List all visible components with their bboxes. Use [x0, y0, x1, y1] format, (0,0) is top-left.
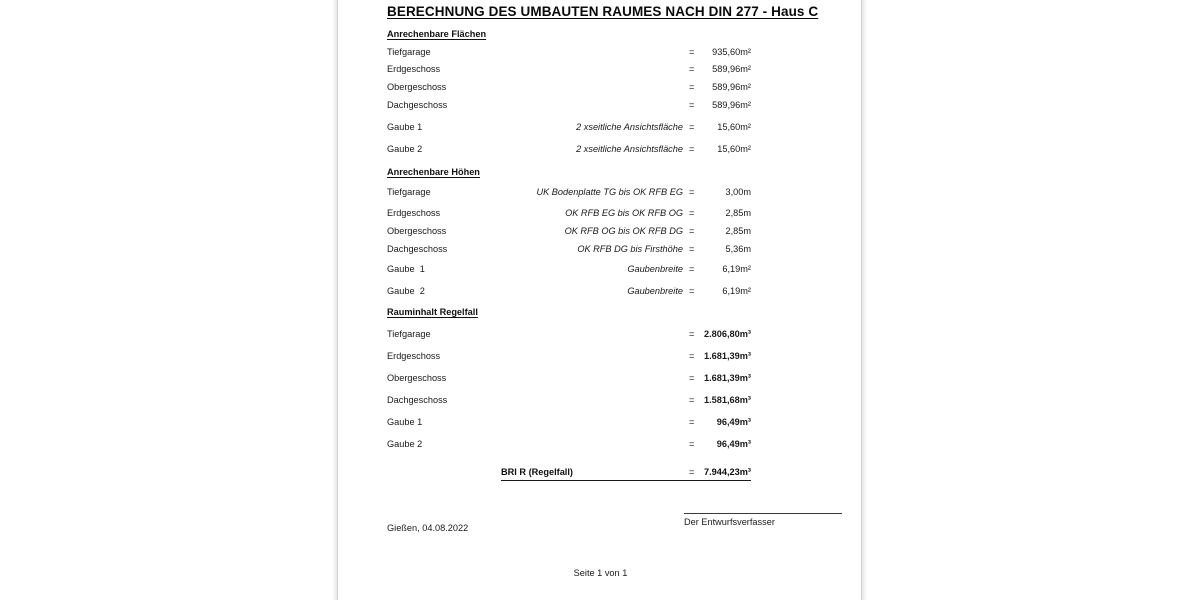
table-row — [338, 100, 863, 114]
signature-caption: Der Entwurfsverfasser — [684, 517, 775, 527]
table-row — [338, 351, 863, 365]
equals-sign: = — [689, 64, 695, 74]
row-value: 15,60m² — [717, 144, 751, 154]
equals-sign: = — [689, 47, 695, 57]
equals-sign: = — [689, 144, 695, 154]
equals-sign: = — [689, 286, 695, 296]
total-row — [338, 467, 863, 483]
equals-sign: = — [689, 244, 695, 254]
table-row — [338, 264, 863, 278]
row-value: 15,60m² — [717, 122, 751, 132]
row-label: Gaube 1 — [387, 417, 423, 427]
signature-line — [684, 513, 842, 514]
equals-sign: = — [689, 187, 695, 197]
signature-block — [684, 513, 842, 527]
equals-sign: = — [689, 395, 695, 405]
table-row — [338, 47, 863, 61]
row-value: 2,85m — [725, 226, 751, 236]
row-value: 3,00m — [725, 187, 751, 197]
row-label: Obergeschoss — [387, 82, 447, 92]
total-underline — [501, 480, 751, 481]
row-label: Tiefgarage — [387, 329, 431, 339]
row-value: 1.681,39m³ — [704, 351, 751, 361]
row-note: Gaubenbreite — [627, 286, 683, 296]
table-row — [338, 144, 863, 158]
equals-sign: = — [689, 439, 695, 449]
page-title: BERECHNUNG DES UMBAUTEN RAUMES NACH DIN 277 - Haus C — [387, 4, 819, 19]
row-label: Erdgeschoss — [387, 351, 441, 361]
row-value: 2.806,80m³ — [704, 329, 751, 339]
row-value: 96,49m³ — [716, 439, 751, 449]
row-label: Gaube 2 — [387, 144, 423, 154]
page-number-footer: Seite 1 von 1 — [573, 568, 628, 578]
row-value: 935,60m² — [712, 47, 751, 57]
row-label: Obergeschoss — [387, 226, 447, 236]
table-row — [338, 286, 863, 300]
row-label: Dachgeschoss — [387, 395, 448, 405]
row-note: Gaubenbreite — [627, 264, 683, 274]
equals-sign: = — [689, 82, 695, 92]
equals-sign: = — [689, 417, 695, 427]
row-note: 2 xseitliche Ansichtsfläche — [576, 122, 683, 132]
equals-sign: = — [689, 226, 695, 236]
row-value: 589,96m² — [712, 100, 751, 110]
row-value: 1.581,68m³ — [704, 395, 751, 405]
row-value: 5,36m — [725, 244, 751, 254]
row-label: Tiefgarage — [387, 187, 431, 197]
row-value: 589,96m² — [712, 64, 751, 74]
row-label: Gaube 1 — [387, 264, 425, 274]
row-value: 589,96m² — [712, 82, 751, 92]
row-label: Obergeschoss — [387, 373, 447, 383]
row-label: Tiefgarage — [387, 47, 431, 57]
row-value: 1.681,39m³ — [704, 373, 751, 383]
equals-sign: = — [689, 264, 695, 274]
table-row — [338, 395, 863, 409]
row-value: 6,19m² — [722, 286, 751, 296]
row-value: 6,19m² — [722, 264, 751, 274]
equals-sign: = — [689, 208, 695, 218]
table-row — [338, 82, 863, 96]
place-and-date: Gießen, 04.08.2022 — [387, 523, 469, 533]
equals-sign: = — [689, 373, 695, 383]
row-value: 2,85m — [725, 208, 751, 218]
section-heading-heights: Anrechenbare Höhen — [387, 167, 480, 177]
row-note: 2 xseitliche Ansichtsfläche — [576, 144, 683, 154]
equals-sign: = — [689, 122, 695, 132]
table-row — [338, 208, 863, 222]
row-label: Erdgeschoss — [387, 64, 441, 74]
row-value: 96,49m³ — [716, 417, 751, 427]
row-label: Gaube 1 — [387, 122, 423, 132]
equals-sign: = — [689, 329, 695, 339]
row-note: UK Bodenplatte TG bis OK RFB EG — [536, 187, 683, 197]
table-row — [338, 244, 863, 258]
table-row — [338, 187, 863, 201]
row-label: Dachgeschoss — [387, 100, 448, 110]
table-row — [338, 226, 863, 240]
equals-sign: = — [689, 467, 695, 477]
row-label: Gaube 2 — [387, 286, 425, 296]
table-row — [338, 439, 863, 453]
total-value: 7.944,23m³ — [704, 467, 751, 477]
equals-sign: = — [689, 100, 695, 110]
document-page — [337, 0, 862, 600]
table-row — [338, 64, 863, 78]
row-label: Erdgeschoss — [387, 208, 441, 218]
row-label: Dachgeschoss — [387, 244, 448, 254]
equals-sign: = — [689, 351, 695, 361]
table-row — [338, 329, 863, 343]
section-heading-areas: Anrechenbare Flächen — [387, 29, 487, 39]
row-label: Gaube 2 — [387, 439, 423, 449]
table-row — [338, 122, 863, 136]
section-heading-volumes: Rauminhalt Regelfall — [387, 307, 478, 317]
row-note: OK RFB OG bis OK RFB DG — [564, 226, 683, 236]
table-row — [338, 373, 863, 387]
row-note: OK RFB EG bis OK RFB OG — [565, 208, 683, 218]
total-label: BRI R (Regelfall) — [501, 467, 573, 477]
row-note: OK RFB DG bis Firsthöhe — [577, 244, 683, 254]
table-row — [338, 417, 863, 431]
